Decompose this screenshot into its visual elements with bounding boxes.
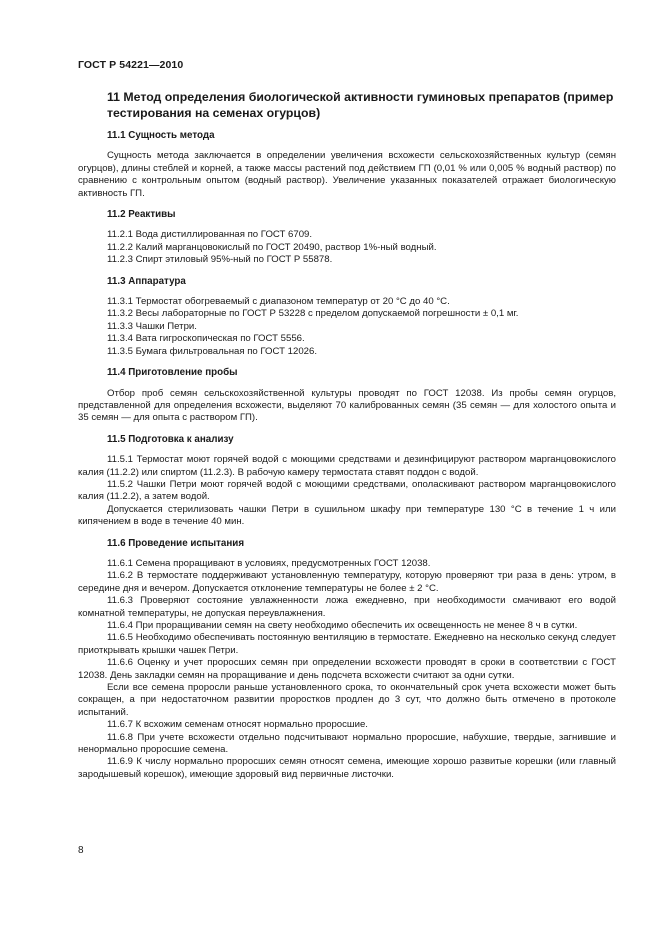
paragraph-11-5-1: 11.5.1 Термостат моют горячей водой с моющими средствами и дезинфицируют раствором марганцовокислого калия (11.2.2) или спиртом (11.2.3). В рабочую камеру термостата ставят поддон с водой. <box>78 454 616 478</box>
list-item: 11.3.3 Чашки Петри. <box>107 320 197 332</box>
list-item: 11.3.2 Весы лабораторные по ГОСТ Р 53228 с пределом допускаемой погрешности ± 0,1 мг. <box>107 308 519 320</box>
paragraph-11-6-5: 11.6.5 Необходимо обеспечивать постоянную вентиляцию в термостате. Ежедневно на несколько секунд следует приоткрывать крышки чашек Петри. <box>78 632 616 656</box>
paragraph-11-6-7: 11.6.7 К всхожим семенам относят нормально проросшие. <box>107 719 368 731</box>
paragraph-11-6-2: 11.6.2 В термостате поддерживают установленную температуру, которую проверяют три раза в день: утром, в середине дня и вечером. Допускается отклонение температуры не более ± 2 °С. <box>78 570 616 594</box>
document-body <box>78 90 616 781</box>
paragraph-11-6-6: 11.6.6 Оценку и учет проросших семян при определении всхожести проводят в сроки в соответствии с ГОСТ 12038. День закладки семян на проращивание и день подсчета всхожести считают за одни сутки. <box>78 657 616 681</box>
paragraph-11-6-6-note: Если все семена проросли раньше установленного срока, то окончательный срок учета всхожести может быть сокращен, а при недостаточном развитии проростков продлен до 3 сут, что должно быть отмечено в протоколе испытаний. <box>78 682 616 718</box>
subsection-title-11-6: 11.6 Проведение испытания <box>107 537 245 549</box>
standard-header: ГОСТ Р 54221—2010 <box>78 59 184 71</box>
paragraph-11-4: Отбор проб семян сельскохозяйственной культуры проводят по ГОСТ 12038. Из пробы семян огурцов, представленной для определения всхожести, выделяют 70 калиброванных семян (35 семян — для холостого опыта и 35 семян — для опыта с раствором ГП). <box>78 387 616 424</box>
paragraph-11-6-4: 11.6.4 При проращивании семян на свету необходимо обеспечить их освещенность не менее 8 ч в сутки. <box>107 620 578 631</box>
paragraph-11-5-3: Допускается стерилизовать чашки Петри в сушильном шкафу при температуре 130 °С в течение 1 ч или кипячением в воде в течение 40 мин. <box>78 503 616 528</box>
paragraph-11-6-8: 11.6.8 При учете всхожести отдельно подсчитывают нормально проросшие, набухшие, твердые, загнившие и ненормально проросшие семена. <box>78 731 616 756</box>
subsection-title-11-1: 11.1 Сущность метода <box>107 130 215 141</box>
paragraph-11-6-9: 11.6.9 К числу нормально проросших семян относят семена, имеющие хорошо развитые корешки (или главный зародышевый корешок), имеющие здоровый вид первичные листочки. <box>78 756 616 780</box>
list-item: 11.3.5 Бумага фильтровальная по ГОСТ 12026. <box>107 345 317 357</box>
list-item: 11.3.1 Термостат обогреваемый с диапазоном температур от 20 °С до 40 °С. <box>107 296 450 308</box>
paragraph-11-1: Сущность метода заключается в определении увеличения всхожести сельскохозяйственных культур (семян огурцов), длины стеблей и корней, а также массы растений под действием ГП (0,01 % или 0,005 % водный раствор) по сравнению с контрольным опытом (водный раствор). Увеличение указанных показателей отражает биологическую активность ГП. <box>78 150 616 199</box>
subsection-title-11-5: 11.5 Подготовка к анализу <box>107 433 234 445</box>
list-item: 11.2.1 Вода дистиллированная по ГОСТ 6709. <box>107 229 313 241</box>
subsection-title-11-3: 11.3 Аппаратура <box>107 275 186 287</box>
list-item: 11.2.3 Спирт этиловый 95%-ный по ГОСТ Р 55878. <box>107 254 333 266</box>
subsection-title-11-2: 11.2 Реактивы <box>107 209 176 221</box>
paragraph-11-6-3: 11.6.3 Проверяют состояние увлажненности ложа ежедневно, при необходимости смачивают его водой комнатной температуры, не допуская переувлажнения. <box>78 595 616 619</box>
section-title: 11 Метод определения биологической активности гуминовых препаратов (пример тестирования на семенах огурцов) <box>107 90 614 120</box>
list-item: 11.3.4 Вата гигроскопическая по ГОСТ 5556. <box>107 333 305 345</box>
page-number: 8 <box>78 845 84 856</box>
paragraph-11-6-1: 11.6.1 Семена проращивают в условиях, предусмотренных ГОСТ 12038. <box>107 557 431 569</box>
list-item: 11.2.2 Калий марганцовокислый по ГОСТ 20490, раствор 1%-ный водный. <box>107 241 437 253</box>
subsection-title-11-4: 11.4 Приготовление пробы <box>107 367 238 379</box>
paragraph-11-5-2: 11.5.2 Чашки Петри моют горячей водой с моющими средствами, ополаскивают раствором марганцовокислого калия (11.2.2), а затем водой. <box>78 478 616 503</box>
